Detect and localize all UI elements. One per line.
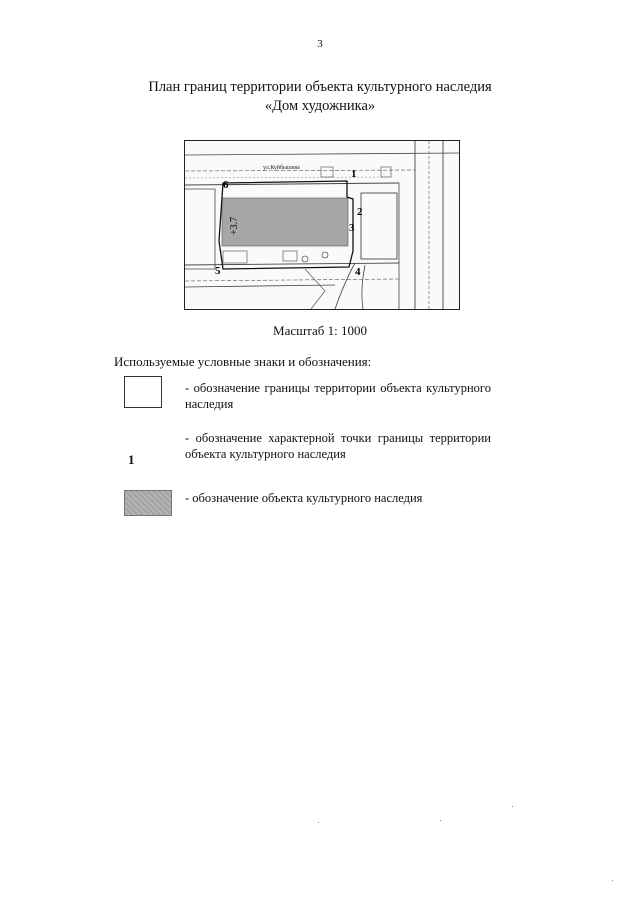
point-number-symbol: 1 <box>128 452 135 467</box>
scan-speck <box>612 880 613 881</box>
road-curve <box>335 263 355 309</box>
road-curve <box>305 269 325 309</box>
neighbour-building <box>361 193 397 259</box>
small-structure <box>283 251 297 261</box>
small-structure <box>321 167 333 177</box>
legend-title: Используемые условные знаки и обозначения: <box>114 354 372 369</box>
point-label-3: 3 <box>349 222 355 234</box>
border-symbol <box>124 376 162 408</box>
small-structure <box>223 251 247 263</box>
title-line-2: «Дом художника» <box>264 98 376 114</box>
small-structure <box>381 167 391 177</box>
block-edge <box>185 189 215 269</box>
title-line-1: План границ территории объекта культурного наследия <box>148 79 492 95</box>
point-label-4: 4 <box>355 266 361 278</box>
page-number: 3 <box>317 38 323 50</box>
page-title <box>0 78 640 116</box>
map-scale: Масштаб 1: 1000 <box>273 323 367 338</box>
road-curve <box>362 265 365 309</box>
street-edge <box>185 153 459 155</box>
site-plan-map <box>184 140 460 310</box>
scan-speck <box>318 822 319 823</box>
point-label-6: 6 <box>223 179 229 191</box>
point-label-2: 2 <box>357 206 363 218</box>
site-plan-drawing <box>185 141 459 309</box>
tree-marker <box>302 256 308 262</box>
scan-speck <box>440 820 441 821</box>
street-edge <box>185 183 399 185</box>
point-label-5: 5 <box>215 265 221 277</box>
legend-text-border: - обозначение границы территории объекта культурного наследия <box>185 381 491 411</box>
street-edge <box>185 285 335 287</box>
gray-fill-symbol <box>124 490 172 516</box>
legend-text-point: - обозначение характерной точки границы территории объекта культурного наследия <box>185 431 491 461</box>
legend-text-fill: - обозначение объекта культурного наследия <box>185 491 423 505</box>
heritage-object-fill <box>222 198 348 246</box>
scan-speck <box>512 806 513 807</box>
dimension-label: +3.7 <box>229 216 240 235</box>
point-label-1: 1 <box>351 168 357 180</box>
street-axis <box>185 279 399 281</box>
street-axis <box>185 170 415 171</box>
street-name-label: ул.Куйбышева <box>263 165 300 171</box>
tree-marker <box>322 252 328 258</box>
